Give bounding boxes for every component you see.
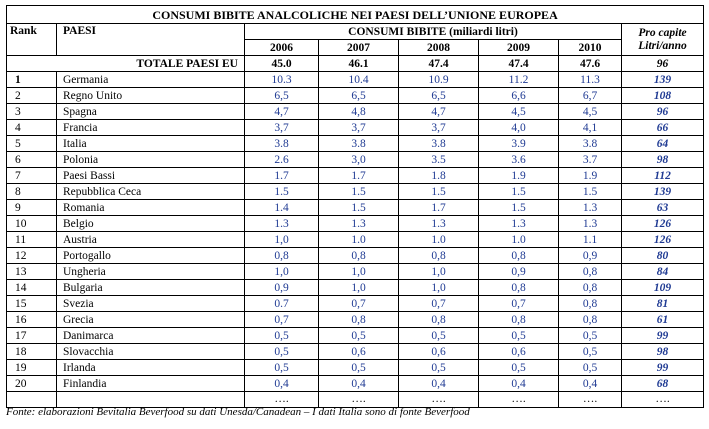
value-cell: 1.5 [245, 184, 319, 200]
value-cell: 0,7 [479, 296, 559, 312]
table-row [7, 120, 704, 136]
value-cell: 0,5 [245, 360, 319, 376]
value-cell: 0,4 [559, 376, 622, 392]
value-cell: 0,7 [319, 296, 399, 312]
value-cell: 4,1 [559, 120, 622, 136]
value-cell: 0,6 [479, 344, 559, 360]
value-cell: 10.3 [245, 72, 319, 88]
value-cell: 0,5 [479, 328, 559, 344]
value-cell: 1.1 [559, 232, 622, 248]
value-cell: 6,7 [559, 88, 622, 104]
value-cell: 0,5 [559, 328, 622, 344]
consumption-group-header: CONSUMI BIBITE (miliardi litri) [245, 24, 622, 40]
percapita-cell: 99 [622, 360, 704, 376]
value-cell: 0,5 [399, 328, 479, 344]
country-cell: Bulgaria [57, 280, 245, 296]
country-cell: Danimarca [57, 328, 245, 344]
percapita-cell: 66 [622, 120, 704, 136]
country-header: PAESI [57, 24, 245, 56]
percapita-cell: 61 [622, 312, 704, 328]
value-cell: 4,8 [319, 104, 399, 120]
rank-cell: 16 [7, 312, 57, 328]
percapita-cell: 112 [622, 168, 704, 184]
percapita-cell: 99 [622, 328, 704, 344]
percapita-cell: 139 [622, 72, 704, 88]
year-header: 2008 [399, 40, 479, 56]
country-cell: Regno Unito [57, 88, 245, 104]
ellipsis-cell: …. [622, 392, 704, 408]
table-row [7, 184, 704, 200]
percapita-cell: 64 [622, 136, 704, 152]
table-row [7, 104, 704, 120]
percapita-header [622, 24, 704, 56]
country-cell: Spagna [57, 104, 245, 120]
percapita-cell: 98 [622, 152, 704, 168]
country-cell: Slovacchia [57, 344, 245, 360]
table-row [7, 344, 704, 360]
rank-cell: 15 [7, 296, 57, 312]
table-row [7, 376, 704, 392]
rank-cell: 7 [7, 168, 57, 184]
table-row [7, 264, 704, 280]
value-cell: 4,5 [479, 104, 559, 120]
year-header: 2007 [319, 40, 399, 56]
table-row [7, 136, 704, 152]
value-cell: 0,5 [479, 360, 559, 376]
rank-cell: 2 [7, 88, 57, 104]
country-cell: Belgio [57, 216, 245, 232]
country-cell: Irlanda [57, 360, 245, 376]
value-cell: 1.3 [319, 216, 399, 232]
value-cell: 0,8 [559, 280, 622, 296]
rank-cell: 13 [7, 264, 57, 280]
table-container [6, 5, 703, 408]
percapita-cell: 126 [622, 232, 704, 248]
value-cell: 6,6 [479, 88, 559, 104]
rank-cell: 19 [7, 360, 57, 376]
year-header: 2006 [245, 40, 319, 56]
rank-cell: 4 [7, 120, 57, 136]
value-cell: 1.4 [245, 200, 319, 216]
percapita-header-line1: Pro capite [638, 26, 687, 39]
value-cell: 0,5 [319, 328, 399, 344]
value-cell: 3,7 [319, 120, 399, 136]
rank-cell: 11 [7, 232, 57, 248]
value-cell: 4,5 [559, 104, 622, 120]
rank-cell: 9 [7, 200, 57, 216]
value-cell: 6,5 [399, 88, 479, 104]
value-cell: 0,9 [559, 248, 622, 264]
value-cell: 6,5 [245, 88, 319, 104]
value-cell: 1.7 [319, 168, 399, 184]
value-cell: 1.7 [245, 168, 319, 184]
table-row [7, 248, 704, 264]
ellipsis-cell: …. [245, 392, 319, 408]
value-cell: 1.3 [479, 216, 559, 232]
value-cell: 1,0 [319, 280, 399, 296]
table-body [7, 72, 704, 408]
total-value: 47.4 [479, 56, 559, 72]
ellipsis-cell: …. [399, 392, 479, 408]
value-cell: 1,0 [245, 232, 319, 248]
value-cell: 0,4 [319, 376, 399, 392]
value-cell: 0,8 [559, 264, 622, 280]
value-cell: 10.4 [319, 72, 399, 88]
rank-cell: 5 [7, 136, 57, 152]
value-cell: 1.3 [399, 216, 479, 232]
value-cell: 0,7 [399, 296, 479, 312]
value-cell: 1,0 [399, 280, 479, 296]
value-cell: 0,8 [245, 248, 319, 264]
percapita-cell: 81 [622, 296, 704, 312]
value-cell: 1.5 [559, 184, 622, 200]
value-cell: 0,8 [399, 312, 479, 328]
value-cell: 10.9 [399, 72, 479, 88]
value-cell: 1.0 [399, 232, 479, 248]
country-cell: Paesi Bassi [57, 168, 245, 184]
value-cell: 0.7 [245, 296, 319, 312]
total-value: 47.6 [559, 56, 622, 72]
value-cell: 2.6 [245, 152, 319, 168]
rank-cell: 20 [7, 376, 57, 392]
percapita-cell: 84 [622, 264, 704, 280]
value-cell: 0,5 [399, 360, 479, 376]
rank-cell: 6 [7, 152, 57, 168]
value-cell: 1.0 [479, 232, 559, 248]
total-value: 47.4 [399, 56, 479, 72]
year-header: 2009 [479, 40, 559, 56]
ellipsis-cell: …. [479, 392, 559, 408]
table-row [7, 168, 704, 184]
ellipsis-cell: …. [319, 392, 399, 408]
value-cell: 1.0 [319, 232, 399, 248]
value-cell: 0,7 [245, 312, 319, 328]
total-value: 46.1 [319, 56, 399, 72]
country-cell: Finlandia [57, 376, 245, 392]
value-cell: 6,5 [319, 88, 399, 104]
value-cell: 3.8 [319, 136, 399, 152]
value-cell: 3.6 [479, 152, 559, 168]
table-row [7, 152, 704, 168]
value-cell: 11.3 [559, 72, 622, 88]
value-cell: 0,5 [245, 344, 319, 360]
value-cell: 1,0 [319, 264, 399, 280]
value-cell: 4,0 [479, 120, 559, 136]
table-row [7, 328, 704, 344]
rank-cell: 14 [7, 280, 57, 296]
value-cell: 0,5 [245, 328, 319, 344]
total-row [7, 56, 704, 72]
value-cell: 0,8 [559, 312, 622, 328]
value-cell: 0,9 [479, 264, 559, 280]
total-percapita: 96 [622, 56, 704, 72]
value-cell: 0,6 [319, 344, 399, 360]
value-cell: 0,8 [399, 248, 479, 264]
table-row [7, 88, 704, 104]
country-cell: Grecia [57, 312, 245, 328]
value-cell: 1.5 [319, 184, 399, 200]
percapita-cell: 80 [622, 248, 704, 264]
value-cell: 0,9 [245, 280, 319, 296]
value-cell: 4,7 [245, 104, 319, 120]
value-cell: 0,4 [245, 376, 319, 392]
table-row [7, 360, 704, 376]
country-cell: Francia [57, 120, 245, 136]
percapita-cell: 98 [622, 344, 704, 360]
source-footnote: Fonte: elaborazioni Bevitalia Beverfood su dati Unesda/Canadean – I dati Italia sono di fonte Beverfood [6, 406, 470, 418]
country-cell: Ungheria [57, 264, 245, 280]
value-cell: 0,5 [319, 360, 399, 376]
value-cell: 1.9 [479, 168, 559, 184]
percapita-cell: 126 [622, 216, 704, 232]
value-cell: 3.7 [559, 152, 622, 168]
value-cell: 0,4 [399, 376, 479, 392]
value-cell: 3.8 [245, 136, 319, 152]
value-cell: 1.3 [559, 216, 622, 232]
percapita-header-line2: Litri/anno [638, 39, 687, 52]
year-header: 2010 [559, 40, 622, 56]
value-cell: 0,6 [399, 344, 479, 360]
percapita-cell: 96 [622, 104, 704, 120]
value-cell: 1.5 [479, 200, 559, 216]
value-cell: 3,0 [319, 152, 399, 168]
value-cell: 4,7 [399, 104, 479, 120]
table-row [7, 232, 704, 248]
country-cell: Repubblica Ceca [57, 184, 245, 200]
table-title: CONSUMI BIBITE ANALCOLICHE NEI PAESI DELL’UNIONE EUROPEA [7, 6, 704, 24]
total-label: TOTALE PAESI EU [7, 56, 245, 72]
country-cell: Polonia [57, 152, 245, 168]
value-cell: 1.5 [479, 184, 559, 200]
table-row [7, 200, 704, 216]
table-row [7, 280, 704, 296]
value-cell: 0,8 [479, 312, 559, 328]
rank-cell: 8 [7, 184, 57, 200]
percapita-cell: 68 [622, 376, 704, 392]
table-row [7, 296, 704, 312]
value-cell: 1,0 [399, 264, 479, 280]
value-cell: 3,7 [245, 120, 319, 136]
percapita-cell: 63 [622, 200, 704, 216]
value-cell: 3.8 [559, 136, 622, 152]
rank-cell: 1 [7, 72, 57, 88]
value-cell: 1.3 [559, 200, 622, 216]
table-row [7, 312, 704, 328]
country-cell: Portogallo [57, 248, 245, 264]
table-row [7, 72, 704, 88]
percapita-cell: 139 [622, 184, 704, 200]
country-cell: Italia [57, 136, 245, 152]
total-value: 45.0 [245, 56, 319, 72]
value-cell: 1.8 [399, 168, 479, 184]
value-cell: 0,8 [479, 280, 559, 296]
value-cell: 1.3 [245, 216, 319, 232]
value-cell: 0,5 [559, 344, 622, 360]
rank-cell: 10 [7, 216, 57, 232]
rank-cell: 3 [7, 104, 57, 120]
value-cell: 3.5 [399, 152, 479, 168]
value-cell: 0,8 [479, 248, 559, 264]
value-cell: 0,8 [319, 312, 399, 328]
value-cell: 3,7 [399, 120, 479, 136]
table-row [7, 216, 704, 232]
value-cell: 1.7 [399, 200, 479, 216]
country-cell: Germania [57, 72, 245, 88]
percapita-cell: 108 [622, 88, 704, 104]
value-cell: 1,0 [245, 264, 319, 280]
rank-cell: 17 [7, 328, 57, 344]
rank-header: Rank [7, 24, 57, 56]
value-cell: 0,4 [479, 376, 559, 392]
consumption-table [6, 5, 704, 408]
value-cell: 3.8 [399, 136, 479, 152]
value-cell: 3.9 [479, 136, 559, 152]
rank-cell: 12 [7, 248, 57, 264]
country-cell: Svezia [57, 296, 245, 312]
value-cell: 0,5 [559, 360, 622, 376]
country-cell: Romania [57, 200, 245, 216]
value-cell: 0,8 [559, 296, 622, 312]
value-cell: 11.2 [479, 72, 559, 88]
value-cell: 1.9 [559, 168, 622, 184]
country-cell: Austria [57, 232, 245, 248]
value-cell: 0,8 [319, 248, 399, 264]
rank-cell: 18 [7, 344, 57, 360]
value-cell: 1.5 [319, 200, 399, 216]
percapita-cell: 109 [622, 280, 704, 296]
ellipsis-cell: …. [559, 392, 622, 408]
value-cell: 1.5 [399, 184, 479, 200]
